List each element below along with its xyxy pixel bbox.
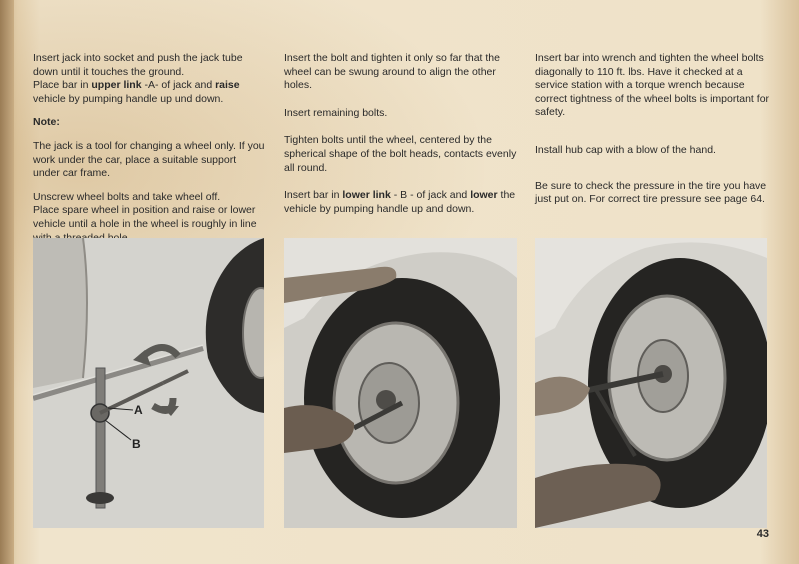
text-column-1: [33, 52, 265, 255]
book-spine: [0, 0, 14, 564]
photo-tighten-bolts: [284, 238, 517, 528]
note-label: Note:: [33, 116, 60, 129]
wheel-bolts-illustration: [284, 238, 517, 528]
jack-illustration: [33, 238, 264, 528]
jack-tube: [96, 368, 105, 508]
paragraph-insert-jack: Insert jack into socket and push the jack tube down until it touches the ground. Place bar in upper link -A- of jack and raise vehicle by pumping handle up und down.: [33, 52, 243, 105]
photo-jack: [33, 238, 264, 528]
jack-foot: [86, 492, 114, 504]
paragraph-insert-bolt: Insert the bolt and tighten it only so far that the wheel can be swung around to align the other holes.: [284, 52, 500, 92]
note-text: The jack is a tool for changing a wheel only. If you work under the car, place a suitable support under car frame.: [33, 139, 265, 180]
text-column-2: [284, 52, 518, 226]
label-b: B: [132, 437, 141, 451]
photo-torque-wrench: [535, 238, 767, 528]
paragraph-tire-pressure: Be sure to check the pressure in the tire you have just put on. For correct tire pressure see page 64.: [535, 179, 767, 206]
paragraph-hub-cap: Install hub cap with a blow of the hand.: [535, 143, 716, 156]
text-column-3: [535, 52, 771, 217]
label-a: A: [134, 403, 143, 417]
paragraph-lower-vehicle: Insert bar in lower link - B - of jack and lower the vehicle by pumping handle up and down.: [284, 189, 516, 215]
paragraph-unscrew: Unscrew wheel bolts and take wheel off. Place spare wheel in position and raise or lower vehicle until a hole in the wheel is roughly in line: [33, 190, 257, 230]
paragraph-remaining-bolts: Insert remaining bolts.: [284, 106, 388, 119]
paragraph-tighten-bolts: Tighten bolts until the wheel, centered by the spherical shape of the bolt heads, contacts evenly all round.: [284, 134, 517, 174]
torque-wrench-illustration: [535, 238, 767, 528]
paragraph-torque: Insert bar into wrench and tighten the wheel bolts diagonally to 110 ft. lbs. Have it checked at a service station with a torque wrench because correct tightness of the wheel bolts is important for safety.: [535, 52, 770, 119]
page-number: 43: [756, 528, 769, 540]
car-body-shape: [33, 238, 87, 388]
